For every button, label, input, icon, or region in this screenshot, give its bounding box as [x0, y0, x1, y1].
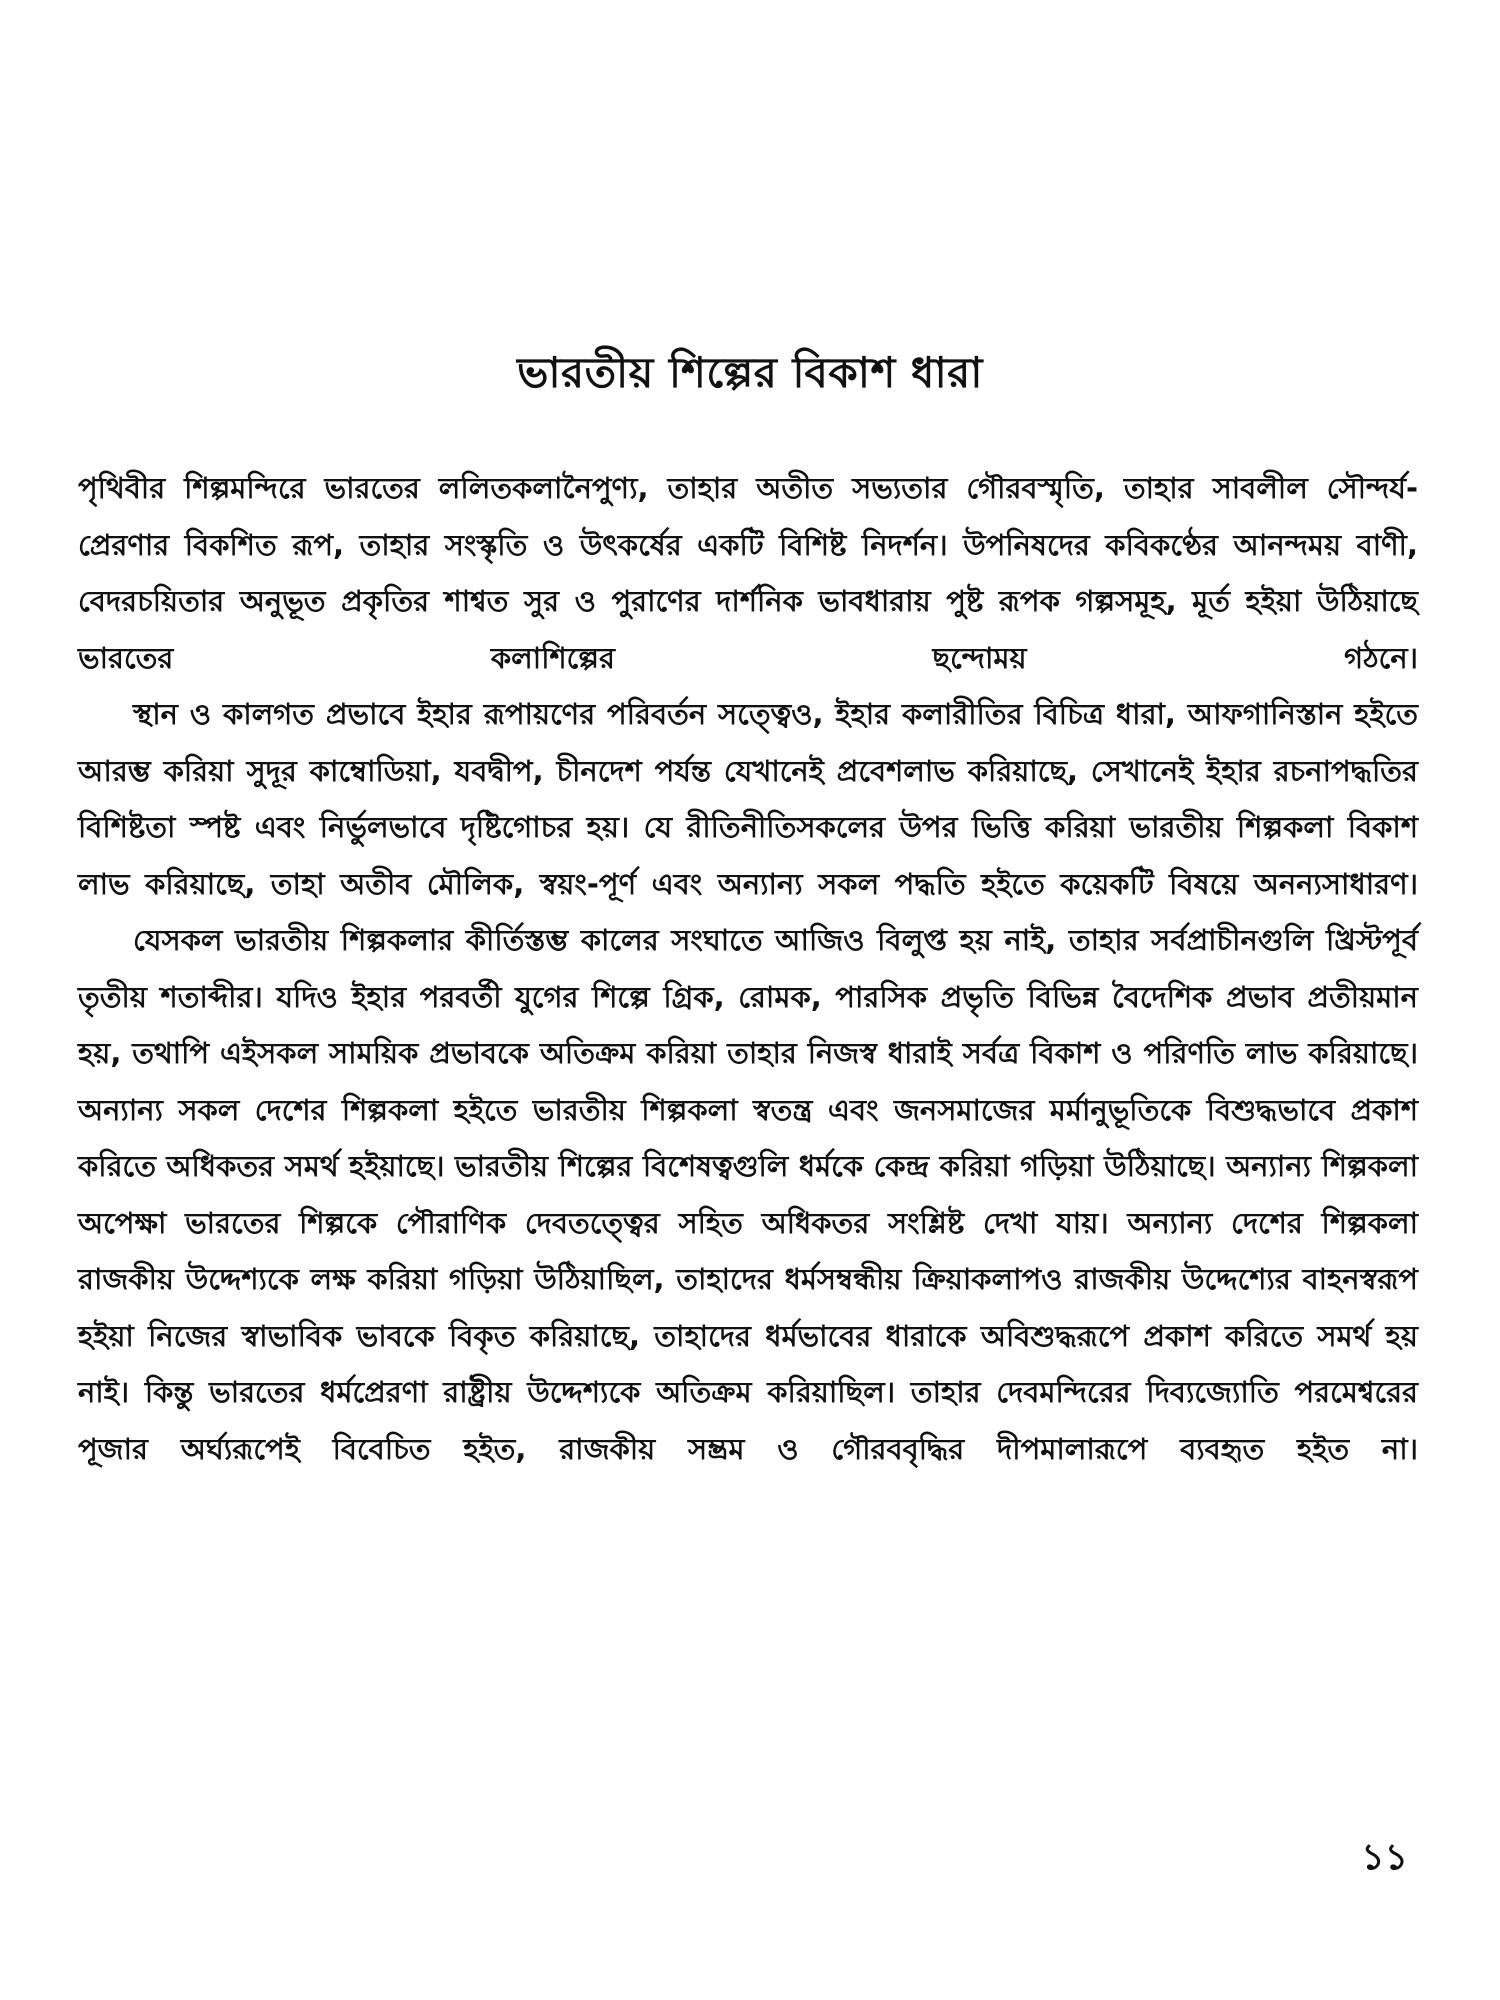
paragraph-2: স্থান ও কালগত প্রভাবে ইহার রূপায়ণের পরিবর্তন সত্ত্বেও, ইহার কলারীতির বিচিত্র ধারা, আফগানিস্তান হইতে আরম্ভ করিয়া সুদূর কাম্বোডিয়া, যবদ্বীপ, চীনদেশ পর্যন্ত যেখানেই প্রবেশলাভ করিয়াছে, সেখানেই ইহার রচনাপদ্ধতির বিশিষ্টতা স্পষ্ট এবং নির্ভুলভাবে দৃষ্টিগোচর হয়। যে রীতিনীতিসকলের উপর ভিত্তি করিয়া ভারতীয় শিল্পকলা বিকাশ লাভ করিয়াছে, তাহা অতীব মৌলিক, স্বয়ং-পূর্ণ এবং অন্যান্য সকল পদ্ধতি হইতে কয়েকটি বিষয়ে অনন্যসাধারণ।: [78, 697, 1418, 901]
chapter-title: ভারতীয় শিল্পের বিকাশ ধারা: [517, 348, 983, 397]
page-number: ১১: [1361, 1837, 1408, 1878]
paragraph-1: পৃথিবীর শিল্পমন্দিরে ভারতের ললিতকলানৈপুণ্য, তাহার অতীত সভ্যতার গৌরবস্মৃতি, তাহার সাবলীল সৌন্দর্য-প্রেরণার বিকশিত রূপ, তাহার সংস্কৃতি ও উৎকর্ষের একটি বিশিষ্ট নিদর্শন। উপনিষদের কবিকণ্ঠের আনন্দময় বাণী, বেদরচয়িতার অনুভূত প্রকৃতির শাশ্বত সুর ও পুরাণের দার্শনিক ভাবধারায় পুষ্ট রূপক গল্পসমূহ, মূর্ত হইয়া উঠিয়াছে ভারতের কলাশিল্পের ছন্দোময় গঠনে।: [78, 471, 1418, 675]
paragraph-3: যেসকল ভারতীয় শিল্পকলার কীর্তিস্তম্ভ কালের সংঘাতে আজিও বিলুপ্ত হয় নাই, তাহার সর্বপ্রাচীনগুলি খ্রিস্টপূর্ব তৃতীয় শতাব্দীর। যদিও ইহার পরবর্তী যুগের শিল্পে গ্রিক, রোমক, পারসিক প্রভৃতি বিভিন্ন বৈদেশিক প্রভাব প্রতীয়মান হয়, তথাপি এইসকল সাময়িক প্রভাবকে অতিক্রম করিয়া তাহার নিজস্ব ধারাই সর্বত্র বিকাশ ও পরিণতি লাভ করিয়াছে। অন্যান্য সকল দেশের শিল্পকলা হইতে ভারতীয় শিল্পকলা স্বতন্ত্র এবং জনসমাজের মর্মানুভূতিকে বিশুদ্ধভাবে প্রকাশ করিতে অধিকতর সমর্থ হইয়াছে। ভারতীয় শিল্পের বিশেষত্বগুলি ধর্মকে কেন্দ্র করিয়া গড়িয়া উঠিয়াছে। অন্যান্য শিল্পকলা অপেক্ষা ভারতের শিল্পকে পৌরাণিক দেবতত্ত্বের সহিত অধিকতর সংশ্লিষ্ট দেখা যায়। অন্যান্য দেশের শিল্পকলা রাজকীয় উদ্দেশ্যকে লক্ষ করিয়া গড়িয়া উঠিয়াছিল, তাহাদের ধর্মসম্বন্ধীয় ক্রিয়াকলাপও রাজকীয় উদ্দেশ্যের বাহনস্বরূপ হইয়া নিজের স্বাভাবিক ভাবকে বিকৃত করিয়াছে, তাহাদের ধর্মভাবের ধারাকে অবিশুদ্ধরূপে প্রকাশ করিতে সমর্থ হয় নাই। কিন্তু ভারতের ধর্মপ্রেরণা রাষ্ট্রীয় উদ্দেশ্যকে অতিক্রম করিয়াছিল। তাহার দেবমন্দিরের দিব্যজ্যোতি পরমেশ্বরের পূজার অর্ঘ্যরূপেই বিবেচিত হইত, রাজকীয় সম্ভ্রম ও গৌরববৃদ্ধির দীপমালারূপে ব্যবহৃত হইত না।: [78, 923, 1418, 1466]
body-text: [78, 460, 1418, 1477]
